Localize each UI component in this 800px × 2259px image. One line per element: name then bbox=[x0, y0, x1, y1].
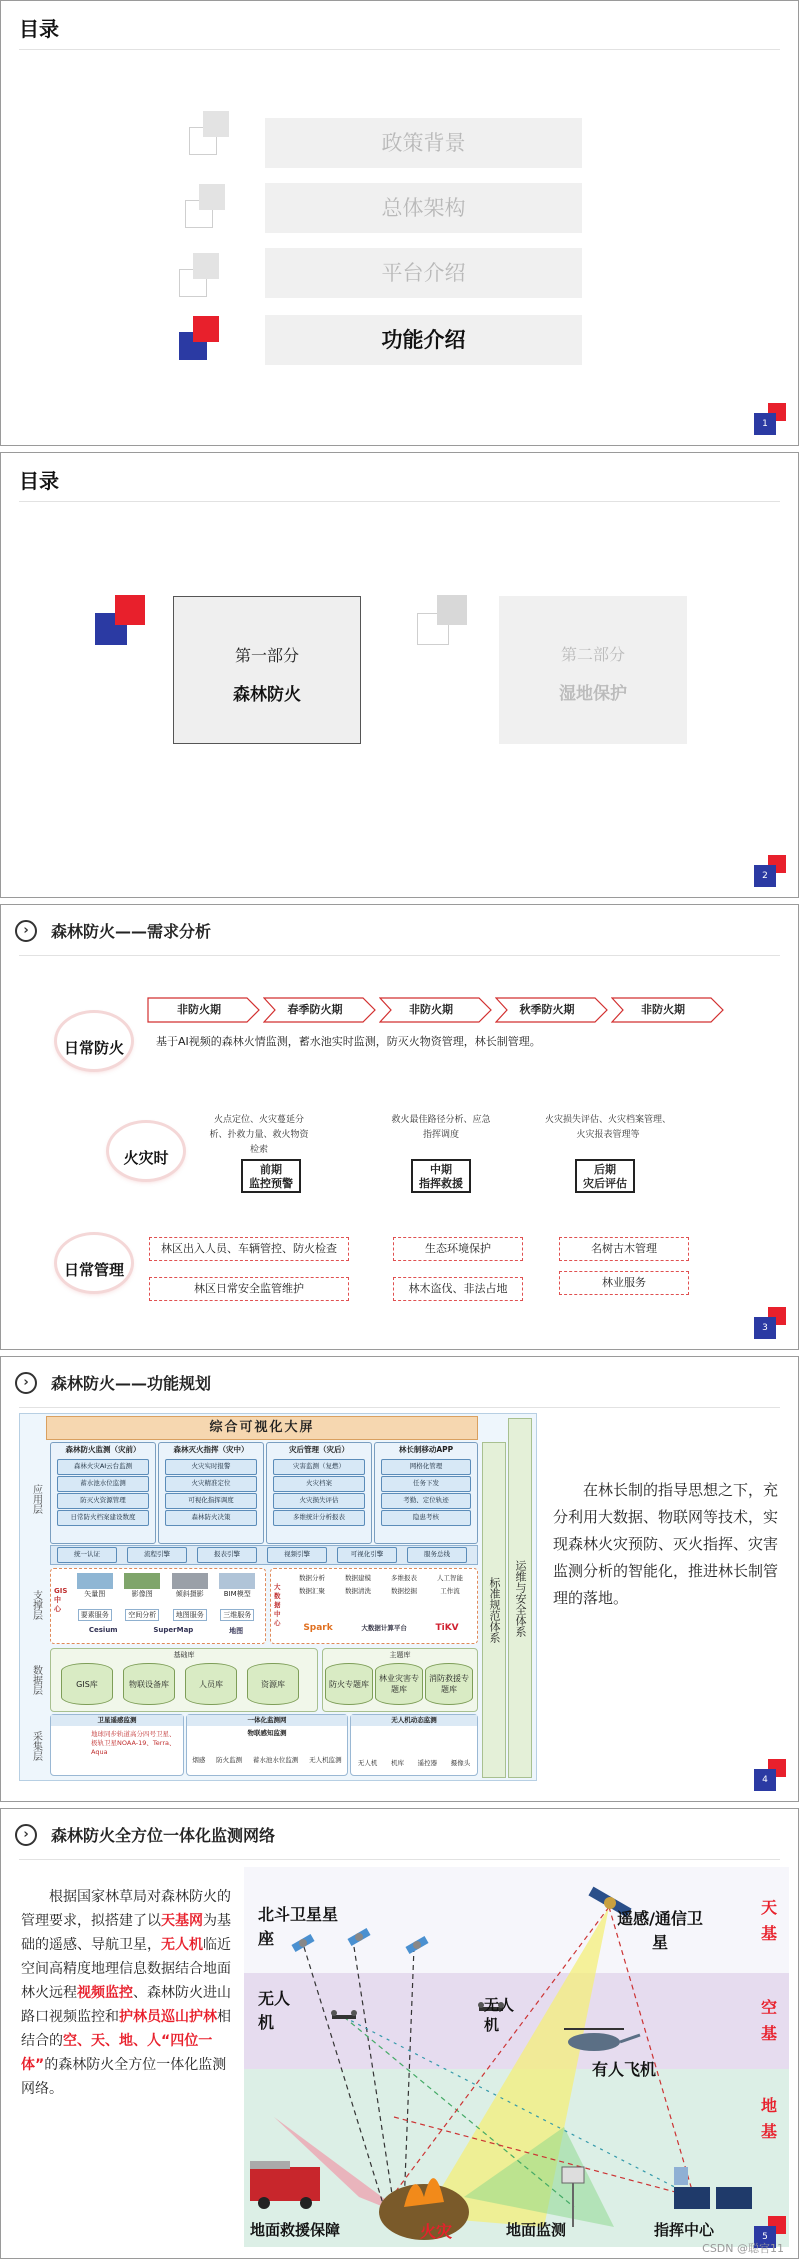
mgmt-box: 林区日常安全监管维护 bbox=[149, 1277, 349, 1301]
slide-toc-2 bbox=[0, 452, 799, 898]
title-divider bbox=[19, 955, 780, 956]
app-column-4: 林长制移动APP 网格化管理 任务下发 考勤、定位轨迹 隐患考核 bbox=[374, 1442, 478, 1544]
section-title: 森林防火——需求分析 bbox=[51, 922, 212, 941]
chevron-right-icon: › bbox=[15, 1824, 37, 1846]
phase-note-1: 火点定位、火灾蔓延分析、扑救力量、救火物资检索 bbox=[209, 1115, 309, 1155]
page-number-badge: 5 bbox=[754, 2216, 786, 2248]
slide-monitoring-network bbox=[0, 1808, 799, 2259]
iot-network: 一体化监测网 物联感知监测 烟感 防火监测 蓄水池水位监测 无人机监测 bbox=[186, 1714, 348, 1776]
toc-item-1[interactable]: 政策背景 bbox=[265, 118, 582, 168]
bigdata-center: 大数据中心 数据分析 数据建模 多维报表 人工智能 数据汇聚 数据清洗 数据挖掘 工作流 Spark 大数据计算平台 TiKV bbox=[270, 1568, 478, 1644]
toc-deco-icon bbox=[189, 111, 229, 155]
satellite-monitoring: 卫星遥感监测 地球同步轨道高分四号卫星、极轨卫星NOAA-19、Terra、Aqua bbox=[50, 1714, 184, 1776]
section-header bbox=[15, 1371, 211, 1394]
period-timeline bbox=[147, 997, 707, 1023]
slide-function-plan bbox=[0, 1356, 799, 1802]
fire-truck-icon bbox=[250, 2161, 320, 2209]
watermark: CSDN @聪官11 bbox=[702, 2242, 784, 2255]
layer-label-support: 支撑层 bbox=[30, 1590, 42, 1620]
layer-label-data: 数据层 bbox=[30, 1665, 42, 1695]
gis-center: GIS中心 矢量图 影像图 倾斜摄影 BIM模型 要素服务 空间分析 地图服务 三维服务 Cesium SuperMap 地图 bbox=[50, 1568, 266, 1644]
chevron-right-icon: › bbox=[15, 920, 37, 942]
label-beidou: 北斗卫星星座 bbox=[258, 1905, 339, 1948]
satellite-icon bbox=[347, 1928, 370, 1946]
slide-title: 目录 bbox=[19, 469, 59, 493]
daily-fire-badge: 日常防火 bbox=[57, 1013, 131, 1069]
fire-time-badge: 火灾时 bbox=[109, 1123, 183, 1179]
toc-deco-active-icon bbox=[179, 316, 219, 360]
layer-label-collect: 采集层 bbox=[30, 1731, 42, 1761]
section-title: 森林防火——功能规划 bbox=[51, 1374, 212, 1393]
page-number-badge: 2 bbox=[754, 855, 786, 887]
toc-item-4-active[interactable]: 功能介绍 bbox=[265, 315, 582, 365]
label-fire: 火灾 bbox=[420, 2222, 453, 2241]
phase-note-2: 救火最佳路径分析、应急指挥调度 bbox=[391, 1115, 491, 1140]
band-label-space: 天基 bbox=[761, 1898, 778, 1943]
toc-deco-icon bbox=[179, 253, 219, 297]
title-divider bbox=[19, 1859, 780, 1860]
drone-icon bbox=[331, 2010, 357, 2019]
label-comm-satellite: 遥感/通信卫星 bbox=[617, 1909, 703, 1952]
command-center-icon bbox=[674, 2167, 752, 2209]
section-title: 森林防火全方位一体化监测网络 bbox=[51, 1826, 276, 1845]
slide-toc-1 bbox=[0, 0, 799, 446]
part1-deco-icon bbox=[95, 595, 145, 645]
app-columns bbox=[50, 1442, 476, 1542]
theme-library: 主题库 防火专题库 林业灾害专题库 消防救援专题库 bbox=[322, 1648, 478, 1712]
page-number-badge: 1 bbox=[754, 403, 786, 435]
phase-late: 后期 灾后评估 bbox=[575, 1159, 635, 1193]
base-library: 基础库 GIS库 物联设备库 人员库 资源库 bbox=[50, 1648, 318, 1712]
page-number-badge: 4 bbox=[754, 1759, 786, 1791]
phase-mid: 中期 指挥救援 bbox=[411, 1159, 471, 1193]
mgmt-box: 名树古木管理 bbox=[559, 1237, 689, 1261]
monitoring-illustration bbox=[244, 1867, 789, 2247]
label-uav-1: 无人机 bbox=[258, 1989, 291, 2032]
period-chevron: 春季防火期 bbox=[263, 997, 377, 1023]
app-column-1: 森林防火监测（灾前） 森林火灾AI云台监测 蓄水池水位监测 防灭火资源管理 日常防火档案建设数度 bbox=[50, 1442, 156, 1544]
toc-item-3[interactable]: 平台介绍 bbox=[265, 248, 582, 298]
function-description: 在林长制的指导思想之下，充分利用大数据、物联网等技术，实现森林火灾预防、灭火指挥、灾害监测分析的智能化，推进林长制管理的落地。 bbox=[553, 1481, 779, 1607]
page-number-badge: 3 bbox=[754, 1307, 786, 1339]
period-chevron: 秋季防火期 bbox=[495, 997, 609, 1023]
part2-deco-icon bbox=[417, 595, 467, 645]
band-label-ground: 地基 bbox=[761, 2096, 778, 2141]
ops-security-system: 运维与安全体系 bbox=[508, 1418, 532, 1778]
mgmt-box: 林区出入人员、车辆管控、防火检查 bbox=[149, 1237, 349, 1261]
architecture-diagram bbox=[19, 1413, 537, 1781]
mgmt-box: 生态环境保护 bbox=[393, 1237, 523, 1261]
part1-card[interactable] bbox=[173, 596, 361, 744]
section-header bbox=[15, 1823, 275, 1846]
chevron-right-icon: › bbox=[15, 1372, 37, 1394]
app-column-3: 灾后管理（灾后） 灾害监测（复燃） 火灾档案 火灾损失评估 多维统计分析报表 bbox=[266, 1442, 372, 1544]
period-chevron: 非防火期 bbox=[147, 997, 261, 1023]
daily-mgmt-badge: 日常管理 bbox=[57, 1235, 131, 1291]
uav-monitoring: 无人机动态监测 无人机 机库 遥控器 摄像头 bbox=[350, 1714, 478, 1776]
section-header bbox=[15, 919, 211, 942]
slide-demand-analysis bbox=[0, 904, 799, 1350]
network-description: 根据国家林草局对森林防火的管理要求，拟搭建了以天基网为基础的遥感、导航卫星，无人机临近空间高精度地理信息数据结合地面林火远程视频监控、森林防火进山路口视频监控和护林员巡山护林相结合的空、天、地、人“四位一体”的森林防火全方位一体化监测网络。 bbox=[21, 1889, 231, 2097]
layer-label-app: 应用层 bbox=[30, 1484, 42, 1514]
phase-note-3: 火灾损失评估、火灾档案管理、火灾报表管理等 bbox=[544, 1115, 671, 1140]
toc-item-2[interactable]: 总体架构 bbox=[265, 183, 582, 233]
daily-fire-text: 基于AI视频的森林火情监测，蓄水池实时监测，防灭火物资管理，林长制管理。 bbox=[156, 1035, 541, 1048]
title-divider bbox=[19, 1407, 780, 1408]
part2-card[interactable] bbox=[499, 596, 687, 744]
satellite-icon bbox=[405, 1936, 428, 1954]
engines-bar: 统一认证 流程引擎 报表引擎 视频引擎 可视化引擎 服务总线 bbox=[50, 1545, 478, 1565]
part2-name: 湿地保护 bbox=[559, 684, 627, 704]
part1-name: 森林防火 bbox=[233, 685, 301, 705]
phase-early: 前期 监控预警 bbox=[241, 1159, 301, 1193]
label-uav-2: 无人机 bbox=[484, 1996, 515, 2034]
period-chevron: 非防火期 bbox=[611, 997, 725, 1023]
label-manned-aircraft: 有人飞机 bbox=[592, 2060, 657, 2079]
mgmt-box: 林木盗伐、非法占地 bbox=[393, 1277, 523, 1301]
mgmt-box: 林业服务 bbox=[559, 1271, 689, 1295]
band-label-air: 空基 bbox=[761, 1998, 778, 2043]
slide-title: 目录 bbox=[19, 17, 59, 41]
part2-number: 第二部分 bbox=[560, 645, 625, 664]
label-ground-monitoring: 地面监测 bbox=[506, 2221, 567, 2239]
title-divider bbox=[19, 501, 780, 502]
big-screen-title: 综合可视化大屏 bbox=[46, 1416, 478, 1440]
toc-deco-icon bbox=[185, 184, 225, 228]
label-command-center: 指挥中心 bbox=[654, 2221, 715, 2239]
app-column-2: 森林灭火指挥（灾中） 火灾实时报警 火灾精准定位 可视化指挥调度 森林防火决策 bbox=[158, 1442, 264, 1544]
label-ground-rescue: 地面救援保障 bbox=[250, 2221, 341, 2239]
period-chevron: 非防火期 bbox=[379, 997, 493, 1023]
title-divider bbox=[19, 49, 780, 50]
part1-number: 第一部分 bbox=[234, 646, 299, 665]
standards-system: 标准规范体系 bbox=[482, 1442, 506, 1778]
